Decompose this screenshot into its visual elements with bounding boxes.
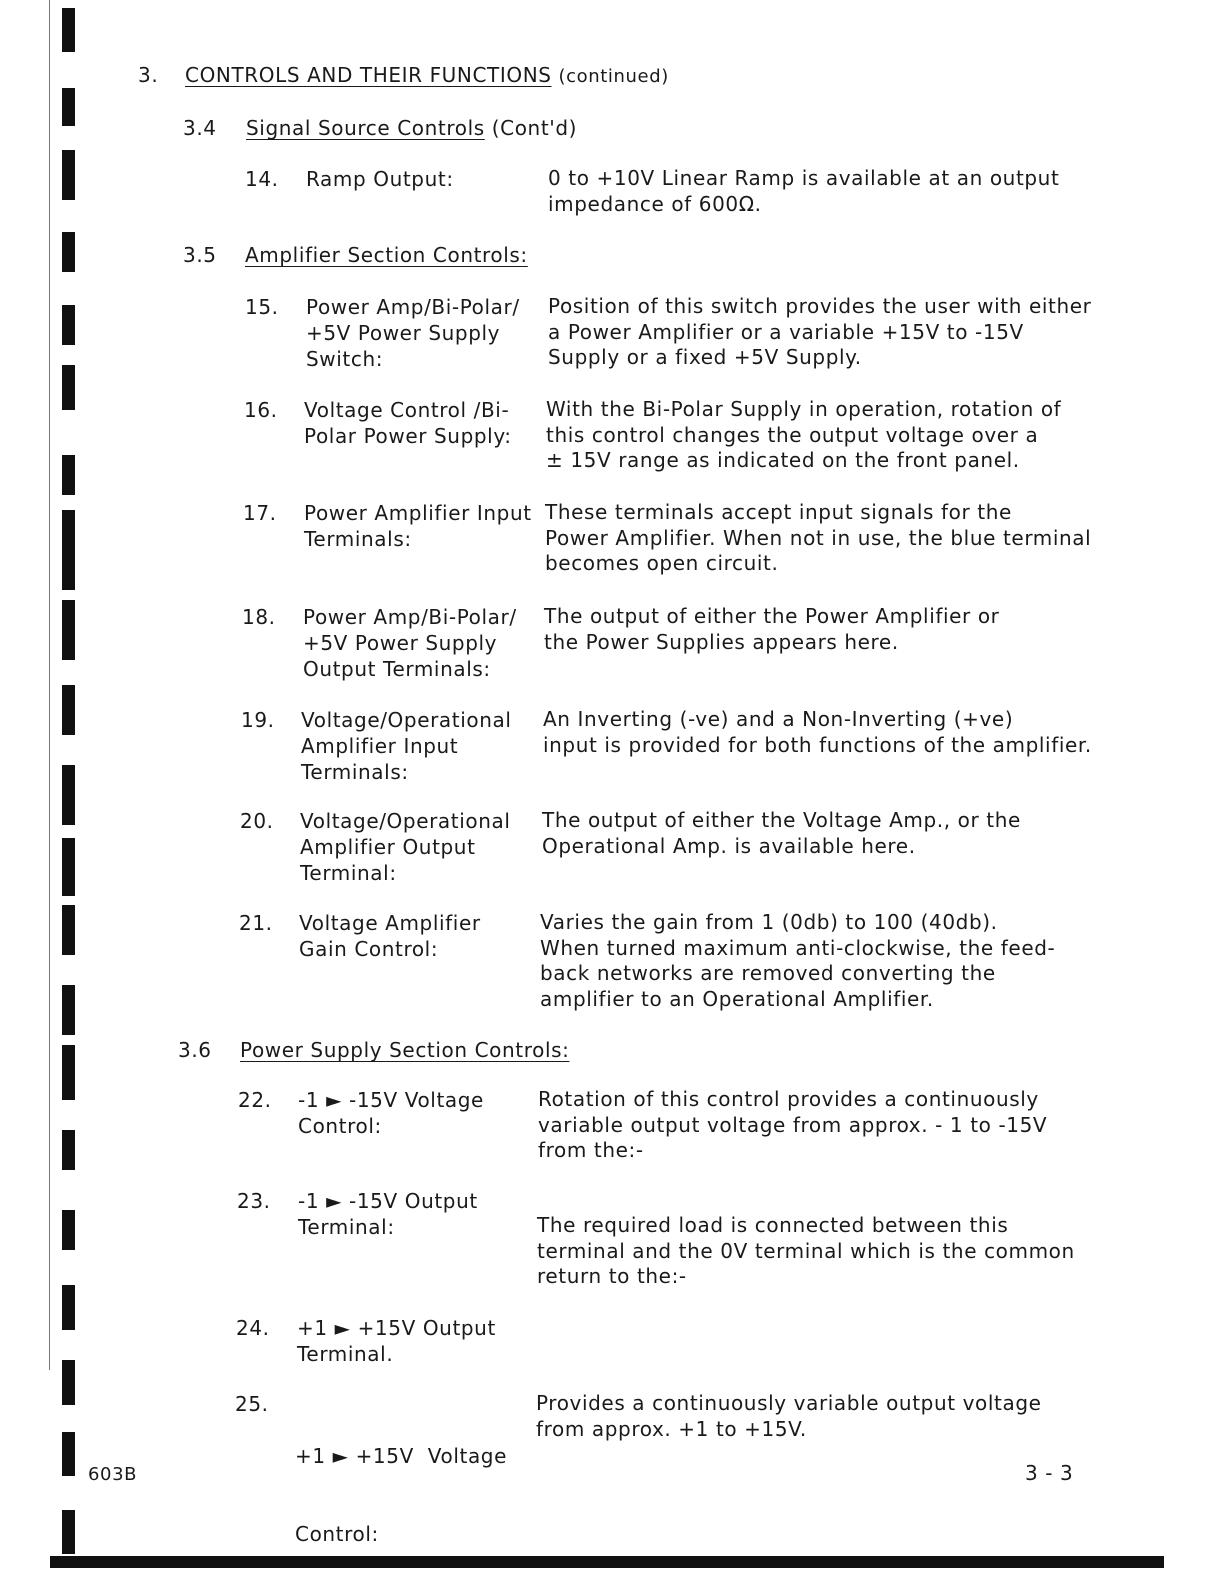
section-number: 3.5 <box>183 243 217 267</box>
item-label: Power Amplifier Input Terminals: <box>304 501 532 551</box>
item-description: The output of either the Voltage Amp., or the Operational Amp. is available here. <box>542 808 1021 858</box>
item-number: 18. <box>242 605 276 629</box>
item-description: 0 to +10V Linear Ramp is available at an output impedance of 600Ω. <box>548 166 1060 216</box>
item-label: Voltage Amplifier Gain Control: <box>299 911 481 961</box>
chapter-title-text: CONTROLS AND THEIR FUNCTIONS <box>185 63 552 87</box>
item-description: Varies the gain from 1 (0db) to 100 (40db). When turned maximum anti-clockwise, the feed- back networks are removed converting the amplifier to an Operational Amplifier. <box>540 910 1056 1011</box>
item-label: Ramp Output: <box>306 167 454 191</box>
item-number: 17. <box>243 501 277 525</box>
item-description: An Inverting (-ve) and a Non-Inverting (+ve) input is provided for both functions of the amplifier. <box>543 707 1092 757</box>
item-description: These terminals accept input signals for the Power Amplifier. When not in use, the blue terminal becomes open circuit. <box>545 500 1092 575</box>
item-number: 15. <box>245 295 279 319</box>
item-label: -1 ► -15V Output Terminal: <box>298 1189 478 1239</box>
section-heading <box>240 1037 569 1063</box>
item-label: +1 ► +15V Output Terminal. <box>297 1316 496 1366</box>
section-heading <box>245 242 528 268</box>
item-description: Rotation of this control provides a continuously variable output voltage from approx. - 1 to -15V from the:- <box>538 1087 1048 1162</box>
chapter-title <box>185 62 669 90</box>
item-number: 16. <box>244 398 278 422</box>
section-suffix: (Cont'd) <box>491 116 578 140</box>
chapter-title-suffix: (continued) <box>558 66 669 87</box>
section-number: 3.6 <box>178 1038 212 1062</box>
chapter-number: 3. <box>138 63 159 87</box>
item-number: 24. <box>236 1316 270 1340</box>
item-label: Power Amp/Bi-Polar/ +5V Power Supply Output Terminals: <box>303 605 517 681</box>
item-number: 14. <box>245 167 279 191</box>
item-number: 20. <box>240 809 274 833</box>
item-number: 25. <box>235 1392 269 1416</box>
section-heading <box>246 115 577 141</box>
item-label: Voltage/Operational Amplifier Output Terminal: <box>300 809 511 885</box>
margin-line <box>49 0 50 1370</box>
item-number: 22. <box>238 1088 272 1112</box>
bottom-rule <box>50 1556 1164 1568</box>
item-label: Voltage Control /Bi- Polar Power Supply: <box>304 398 512 448</box>
section-title: Power Supply Section Controls: <box>240 1038 570 1062</box>
item-description: Position of this switch provides the user with either a Power Amplifier or a variable +15V to -15V Supply or a fixed +5V Supply. <box>548 294 1092 369</box>
item-number: 19. <box>241 708 275 732</box>
item-number: 21. <box>239 911 273 935</box>
item-label: Voltage/Operational Amplifier Input Terminals: <box>301 708 512 784</box>
item-label: -1 ► -15V Voltage Control: <box>298 1088 484 1138</box>
item-description: Provides a continuously variable output voltage from approx. +1 to +15V. <box>536 1391 1042 1441</box>
item-number: 23. <box>237 1189 271 1213</box>
section-title: Signal Source Controls <box>246 116 485 140</box>
section-number: 3.4 <box>183 116 217 140</box>
item-label: +1 ► +15V Voltage Control: <box>295 1444 508 1546</box>
page-number: 3 - 3 <box>1025 1461 1074 1485</box>
document-id: 603B <box>88 1464 138 1485</box>
section-title: Amplifier Section Controls: <box>245 243 528 267</box>
item-description: With the Bi-Polar Supply in operation, rotation of this control changes the output voltage over a ± 15V range as indicated on the front panel. <box>546 397 1062 472</box>
item-description: The required load is connected between this terminal and the 0V terminal which is the common return to the:- <box>537 1213 1075 1288</box>
item-description: The output of either the Power Amplifier or the Power Supplies appears here. <box>544 604 1000 654</box>
item-label: Power Amp/Bi-Polar/ +5V Power Supply Switch: <box>306 295 520 371</box>
